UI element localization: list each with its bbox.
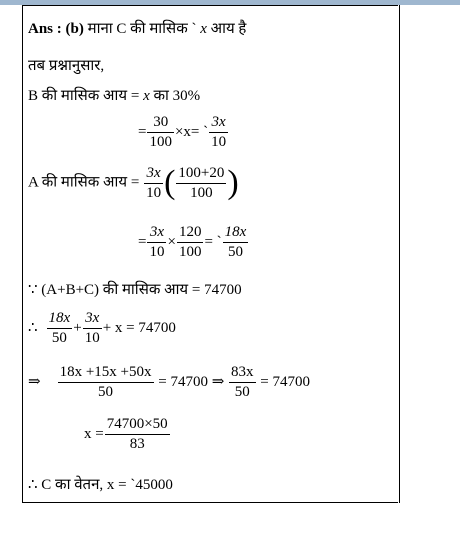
according-to-question: तब प्रश्नानुसार, [28,58,105,74]
b-income-line [28,85,200,105]
variable-x: x [200,21,207,37]
fraction: $\frac{18x}{50}$ [48,310,71,346]
variable-x: x [143,88,150,104]
b-income-label: B की मासिक आय = [28,88,144,104]
fraction: $\frac{18x +15x +50x}{50}$ [59,364,152,400]
fraction: $\frac{74700\times 50}{83}$ [106,416,168,452]
b-income-equation: = $\frac{30}{100}$ ×x= ` $\frac{3x}{10}$ [138,114,227,150]
box-top-border [22,5,398,6]
x-solution: x = $\frac{74700\times 50}{83}$ [84,416,168,452]
equation-mid: ×x= ` [174,123,209,140]
fraction: $\frac{3x}{10}$ [211,114,227,150]
fraction: $\frac{3x}{10}$ [84,310,100,346]
fraction: $\frac{100+20}{100}$ [178,164,225,201]
total-income-line: ∵ (A+B+C) की मासिक आय = 74700 [28,282,242,298]
assumption-text: माना C की मासिक ` [87,21,201,37]
fraction: $\frac{30}{100}$ [149,114,172,150]
a-income-line: A की मासिक आय = $\frac{3x}{10}$ ( $\frac{100+20}{100}$ ) [28,164,239,201]
assumption-tail: आय है [206,21,247,37]
fraction: $\frac{83x}{50}$ [231,364,254,400]
final-answer: ∴ C का वेतन, x = `45000 [28,477,173,493]
combined-equation: ⇒ $\frac{18x +15x +50x}{50}$ = 74700 ⇒ $\frac{83x}{50}$ = 74700 [28,364,310,400]
fraction: $\frac{3x}{10}$ [149,224,165,260]
answer-label: Ans : (b) [28,21,84,37]
a-income-equation: = $\frac{3x}{10}$ × $\frac{120}{100}$ = ` $\frac{18x}{50}$ [138,224,247,260]
fraction: $\frac{3x}{10}$ [146,164,162,201]
sum-equation: ∴ $\frac{18x}{50}$ + $\frac{3x}{10}$ + x = 74700 [28,310,176,346]
box-bottom-border [22,502,398,503]
b-income-percent: का 30% [149,88,201,104]
a-income-label: A की मासिक आय = [28,174,144,191]
answer-heading [28,18,246,38]
fraction: $\frac{120}{100}$ [178,224,202,260]
fraction: $\frac{18x}{50}$ [224,224,247,260]
